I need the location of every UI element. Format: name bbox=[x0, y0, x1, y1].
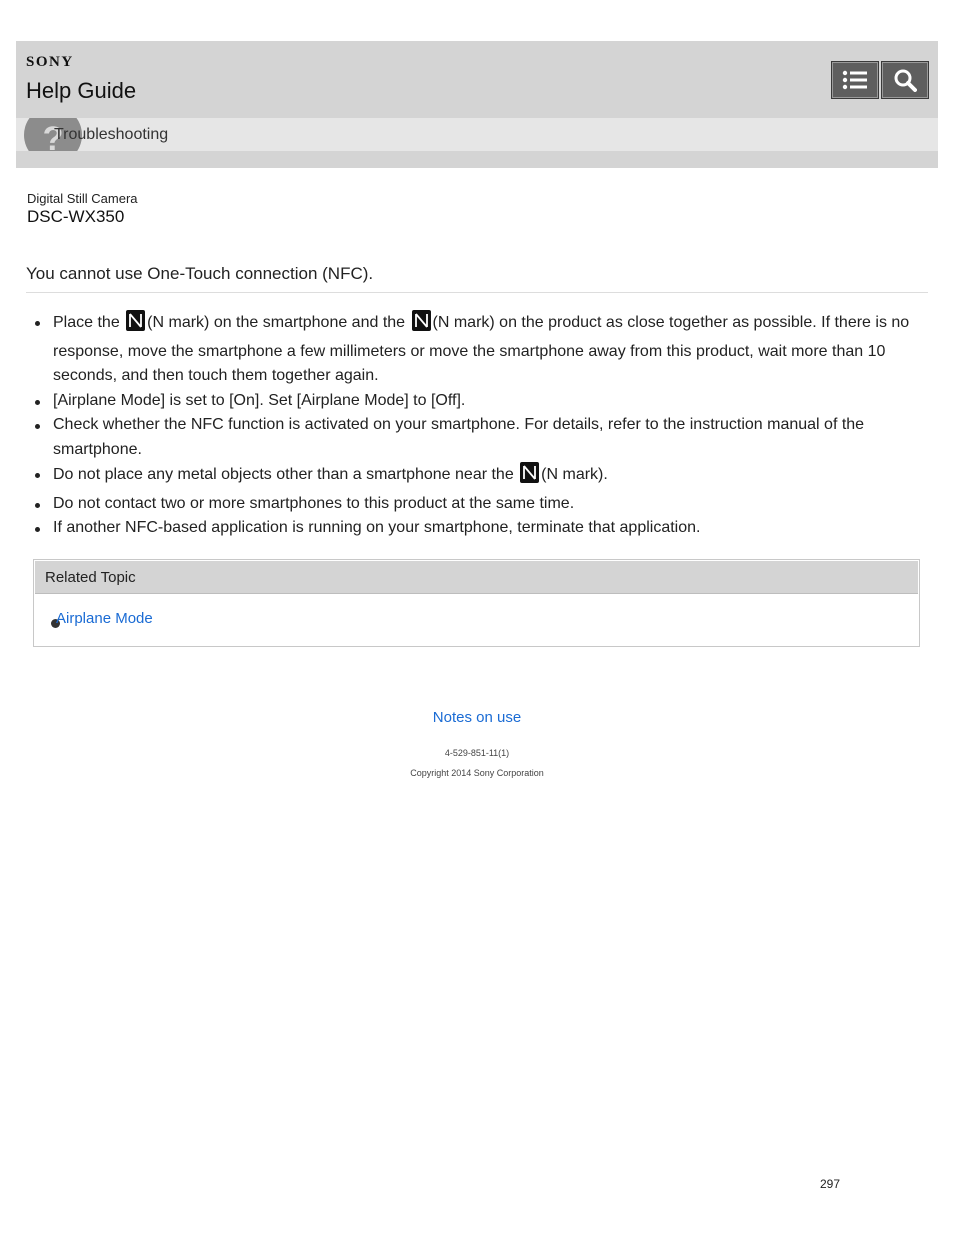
list-item: Check whether the NFC function is activated on your smartphone. For details, refer to the instruction manual of the smartphone. bbox=[27, 413, 912, 462]
header-buttons bbox=[831, 61, 929, 99]
search-button[interactable] bbox=[881, 61, 929, 99]
related-topic-box bbox=[33, 559, 920, 647]
sony-logo: SONY bbox=[26, 54, 74, 70]
page-title: Help Guide bbox=[26, 78, 137, 103]
page-number: 297 bbox=[820, 1177, 841, 1191]
copyright: Copyright 2014 Sony Corporation bbox=[410, 768, 544, 778]
solution-list bbox=[27, 310, 912, 541]
svg-text:?: ? bbox=[42, 120, 64, 151]
header-bar bbox=[16, 41, 938, 168]
airplane-mode-link[interactable]: Airplane Mode bbox=[56, 610, 153, 627]
topic-title: You cannot use One-Touch connection (NFC). bbox=[26, 264, 374, 283]
breadcrumb-troubleshooting[interactable]: Troubleshooting bbox=[54, 126, 169, 143]
n-mark-icon bbox=[126, 310, 145, 340]
related-topic-header bbox=[35, 561, 918, 594]
related-topic-heading: Related Topic bbox=[45, 569, 136, 586]
toc-button[interactable] bbox=[831, 61, 879, 99]
product-category: Digital Still Camera bbox=[27, 191, 138, 206]
list-item: If another NFC-based application is running on your smartphone, terminate that application. bbox=[27, 516, 912, 541]
n-mark-icon bbox=[412, 310, 431, 340]
divider bbox=[26, 292, 928, 293]
notes-on-use-link[interactable]: Notes on use bbox=[432, 709, 522, 726]
document-number: 4-529-851-11(1) bbox=[444, 748, 510, 758]
breadcrumb bbox=[16, 118, 938, 151]
product-model: DSC-WX350 bbox=[27, 207, 125, 226]
list-icon bbox=[842, 69, 868, 91]
list-item: Place the (N mark) on the smartphone and the (N mark) on the product as close together as possible. If there is no response, move the smartphone a few millimeters or move the smartphone away from this product, wait more than 10 seconds, and then touch them together again. bbox=[27, 310, 912, 389]
n-mark-icon bbox=[520, 462, 539, 492]
list-item: Do not contact two or more smartphones to this product at the same time. bbox=[27, 492, 912, 517]
list-item: [Airplane Mode] is set to [On]. Set [Airplane Mode] to [Off]. bbox=[27, 389, 912, 414]
search-icon bbox=[893, 68, 917, 92]
list-item: Do not place any metal objects other than a smartphone near the (N mark). bbox=[27, 462, 912, 492]
